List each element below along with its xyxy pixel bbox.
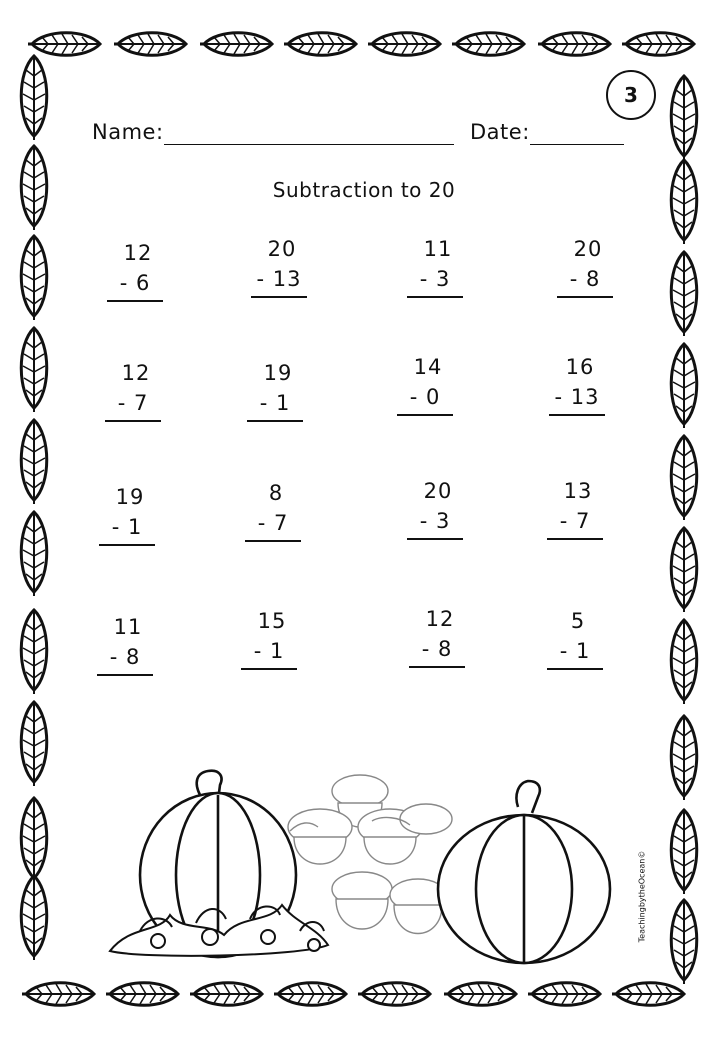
minuend: 12 [121,361,151,385]
answer-line[interactable] [407,538,463,540]
minuend: 11 [423,237,453,261]
problem-15 [382,604,492,668]
subtrahend: - 8 [421,637,453,661]
answer-line[interactable] [409,666,465,668]
subtrahend: - 8 [569,267,601,291]
subtrahend: - 1 [111,515,143,539]
minuend: 12 [123,241,153,265]
subtrahend: - 13 [256,267,302,291]
minuend: 20 [423,479,453,503]
minuend: 15 [257,609,287,633]
subtrahend: - 0 [409,385,441,409]
minuend: 20 [573,237,603,261]
problem-16 [520,606,630,670]
subtrahend: - 7 [559,509,591,533]
minuend: 8 [268,481,284,505]
subtrahend: - 7 [117,391,149,415]
problem-10 [218,478,328,542]
page-number-badge [606,70,656,120]
subtrahend: - 3 [419,267,451,291]
problem-7 [370,352,480,416]
name-field-line[interactable] [164,144,454,145]
problem-11 [380,476,490,540]
problem-8 [522,352,632,416]
answer-line[interactable] [99,544,155,546]
page-number: 3 [624,83,638,107]
subtrahend: - 8 [109,645,141,669]
autumn-artwork [100,755,620,975]
answer-line[interactable] [245,540,301,542]
answer-line[interactable] [557,296,613,298]
answer-line[interactable] [107,300,163,302]
answer-line[interactable] [547,538,603,540]
worksheet-title: Subtraction to 20 [272,178,456,202]
minuend: 16 [565,355,595,379]
answer-line[interactable] [247,420,303,422]
minuend: 20 [267,237,297,261]
problem-13 [70,612,180,676]
minuend: 19 [263,361,293,385]
problem-6 [220,358,330,422]
answer-line[interactable] [549,414,605,416]
answer-line[interactable] [97,674,153,676]
problem-2 [224,234,334,298]
subtrahend: - 1 [253,639,285,663]
credit-text: TeachingbytheOcean© [637,850,647,943]
problem-4 [530,234,640,298]
answer-line[interactable] [241,668,297,670]
subtrahend: - 3 [419,509,451,533]
problem-1 [80,238,190,302]
date-label: Date: [470,120,530,144]
problem-9 [72,482,182,546]
answer-line[interactable] [397,414,453,416]
minuend: 11 [113,615,143,639]
minuend: 12 [425,607,455,631]
subtrahend: - 7 [257,511,289,535]
pumpkin-icon [438,781,610,963]
date-field-line[interactable] [530,144,624,145]
minuend: 13 [563,479,593,503]
problem-5 [78,358,188,422]
minuend: 14 [413,355,443,379]
credit-text-box [632,846,650,956]
subtrahend: - 6 [119,271,151,295]
subtrahend: - 1 [559,639,591,663]
subtrahend: - 13 [554,385,600,409]
subtrahend: - 1 [259,391,291,415]
name-label: Name: [92,120,164,144]
acorn-icon [288,775,452,934]
answer-line[interactable] [251,296,307,298]
minuend: 19 [115,485,145,509]
problem-12 [520,476,630,540]
minuend: 5 [570,609,586,633]
problem-14 [214,606,324,670]
answer-line[interactable] [105,420,161,422]
answer-line[interactable] [407,296,463,298]
answer-line[interactable] [547,668,603,670]
problem-3 [380,234,490,298]
